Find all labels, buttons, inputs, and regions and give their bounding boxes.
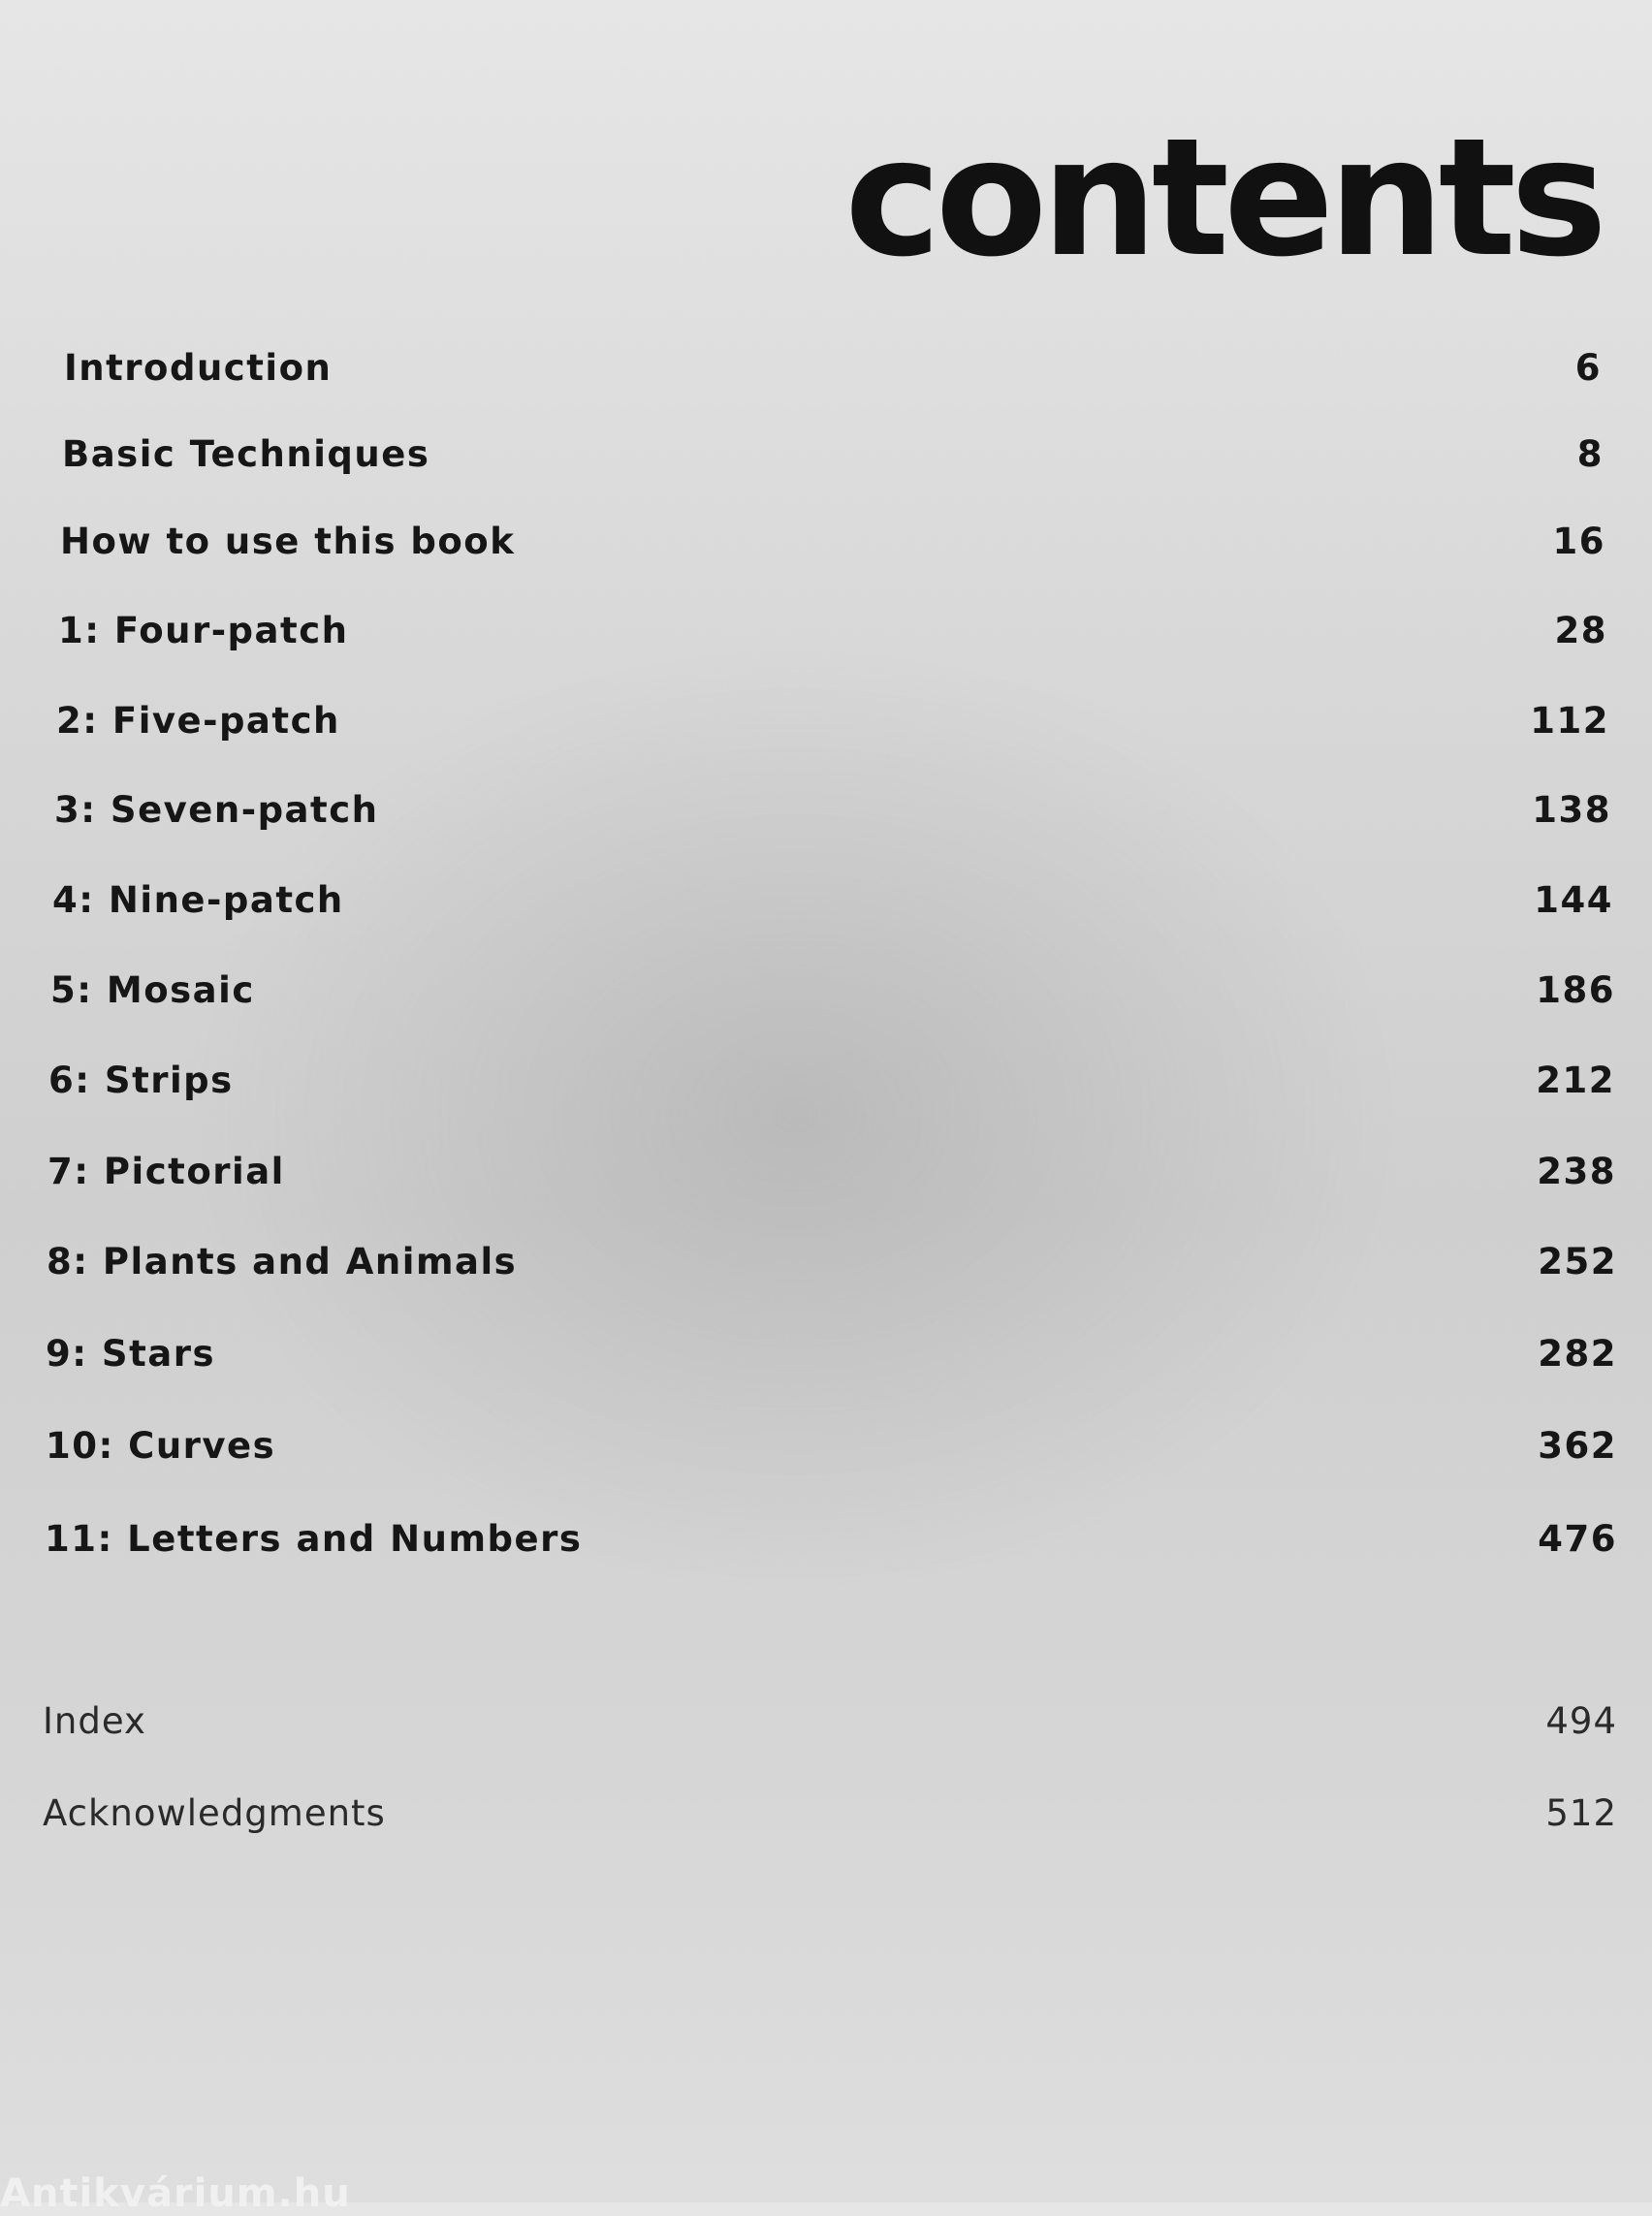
watermark-text: Antikvárium.hu <box>0 2171 351 2216</box>
toc-entry[interactable] <box>46 1421 1617 1470</box>
toc-entry[interactable] <box>50 966 1615 1014</box>
toc-entry-page: 16 <box>1552 520 1605 562</box>
page-title: contents <box>844 103 1602 293</box>
toc-entry-page: 8 <box>1576 432 1604 475</box>
toc-entry-page: 6 <box>1574 346 1602 389</box>
toc-entry-title: 3: Seven-patch <box>54 788 379 831</box>
toc-entry[interactable] <box>43 1789 1617 1837</box>
toc-entry[interactable] <box>62 429 1604 478</box>
toc-entry[interactable] <box>52 875 1613 924</box>
toc-entry-title: 7: Pictorial <box>48 1150 285 1192</box>
toc-entry-page: 512 <box>1545 1791 1617 1834</box>
toc-entry-title: Basic Techniques <box>62 432 430 475</box>
toc-entry-title: Index <box>43 1699 146 1742</box>
toc-entry-page: 138 <box>1532 788 1611 831</box>
toc-entry-title: How to use this book <box>60 520 516 562</box>
toc-entry[interactable] <box>45 1514 1617 1563</box>
toc-entry-title: 4: Nine-patch <box>52 878 344 921</box>
toc-entry-page: 28 <box>1554 609 1607 651</box>
toc-entry-page: 494 <box>1545 1699 1617 1742</box>
toc-entry-page: 238 <box>1537 1150 1616 1192</box>
toc-entry-page: 212 <box>1536 1059 1615 1101</box>
toc-entry-title: 5: Mosaic <box>50 968 255 1011</box>
toc-entry-page: 282 <box>1538 1332 1617 1375</box>
toc-entry[interactable] <box>48 1056 1615 1104</box>
toc-entry[interactable] <box>47 1237 1617 1285</box>
toc-entry-title: 9: Stars <box>46 1332 215 1375</box>
toc-entry[interactable] <box>64 343 1602 392</box>
toc-entry-title: 10: Curves <box>46 1424 276 1467</box>
toc-entry[interactable] <box>58 606 1607 654</box>
toc-entry[interactable] <box>54 785 1611 834</box>
toc-entry-title: 2: Five-patch <box>56 699 340 742</box>
toc-entry-title: 1: Four-patch <box>58 609 349 651</box>
toc-entry[interactable] <box>43 1696 1617 1745</box>
toc-entry-title: 8: Plants and Animals <box>47 1240 518 1282</box>
toc-entry-page: 252 <box>1538 1240 1617 1282</box>
toc-entry-page: 362 <box>1538 1424 1617 1467</box>
toc-entry-page: 476 <box>1538 1517 1617 1560</box>
toc-entry-page: 112 <box>1530 699 1609 742</box>
toc-entry-page: 144 <box>1534 878 1613 921</box>
toc-entry-title: Introduction <box>64 346 333 389</box>
toc-entry[interactable] <box>48 1147 1616 1195</box>
toc-entry[interactable] <box>56 696 1609 744</box>
toc-entry-title: 6: Strips <box>48 1059 234 1101</box>
toc-entry-page: 186 <box>1536 968 1615 1011</box>
toc-entry-title: 11: Letters and Numbers <box>45 1517 583 1560</box>
toc-entry-title: Acknowledgments <box>43 1791 386 1834</box>
toc-entry[interactable] <box>60 517 1605 565</box>
toc-entry[interactable] <box>46 1329 1617 1377</box>
